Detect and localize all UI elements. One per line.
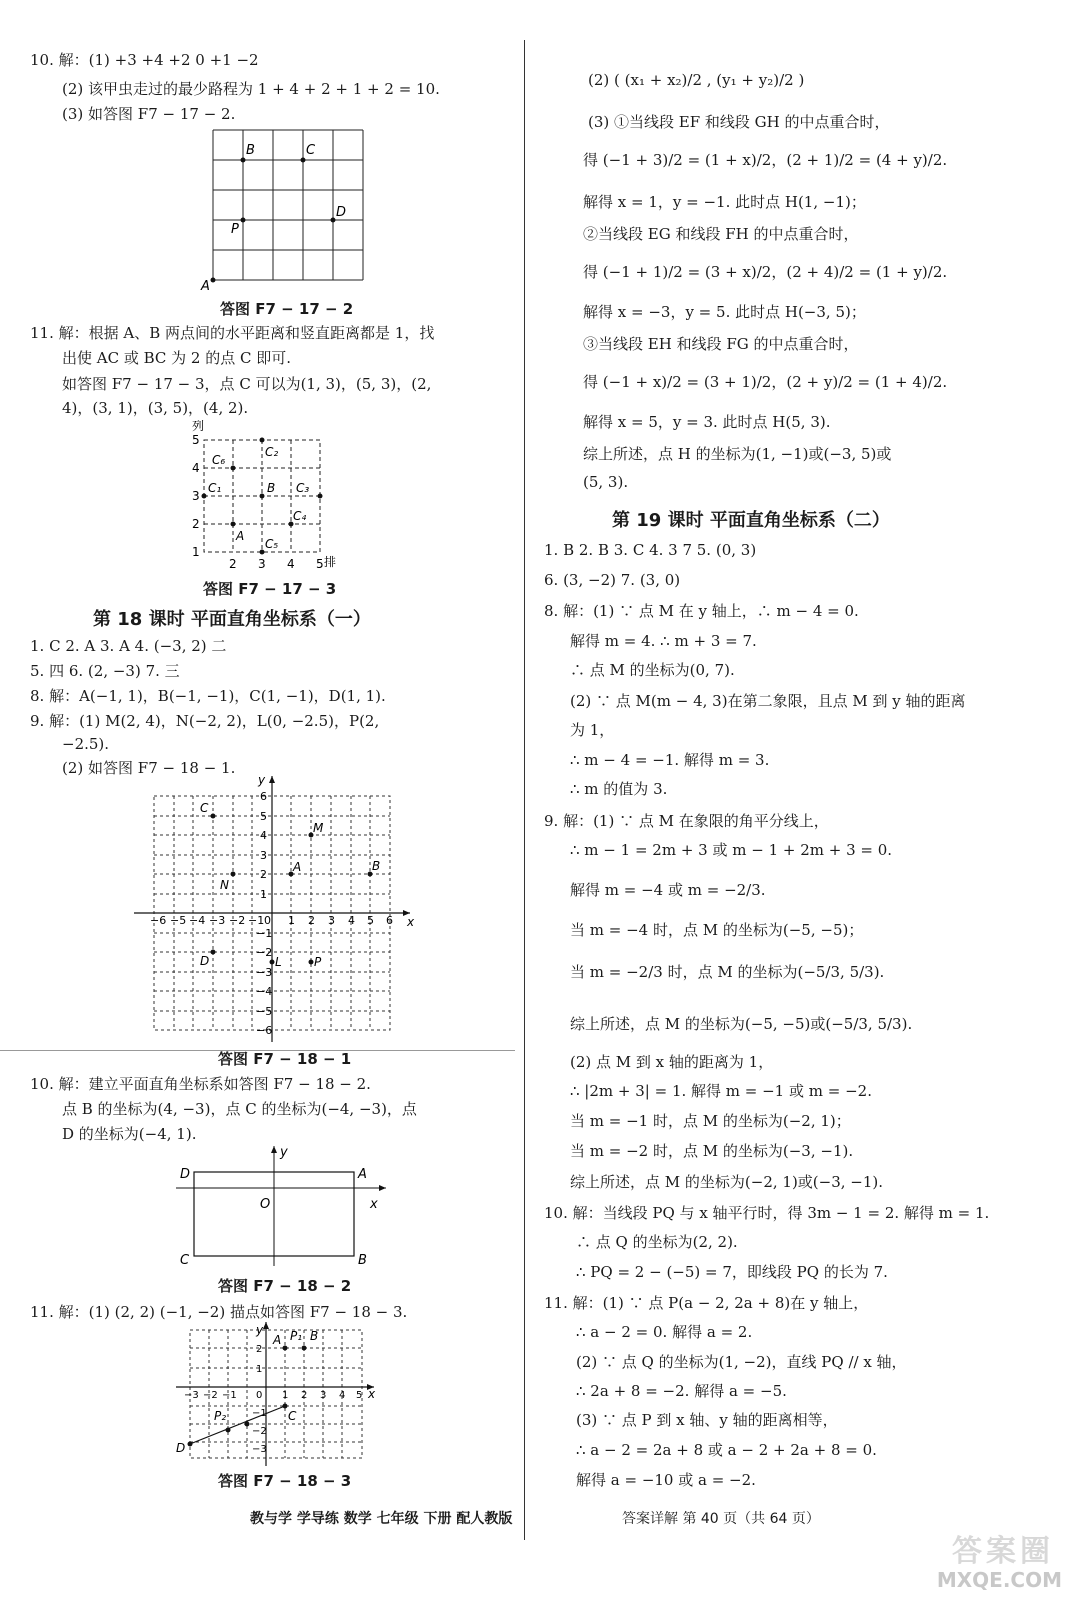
svg-text:2: 2 [192,517,200,531]
r-part3d: ②当线段 EG 和线段 FH 的中点重合时， [583,225,859,243]
q11-line2: 出使 AC 或 BC 为 2 的点 C 即可. [62,349,292,367]
s18-a10b: 点 B 的坐标为(4, −3)，点 C 的坐标为(−4, −3)，点 [62,1100,417,1118]
svg-text:−3: −3 [252,1444,267,1455]
s19-a8f: ∴ m − 4 = −1. 解得 m = 3. [570,751,770,769]
svg-text:B: B [310,1329,319,1343]
svg-text:5: 5 [367,914,374,927]
svg-text:P₂: P₂ [214,1409,227,1423]
label-p: P [231,222,239,237]
column-divider [524,40,525,1540]
label-c: C [306,143,316,158]
s19-a11g: 解得 a = −10 或 a = −2. [576,1471,756,1489]
svg-text:3: 3 [258,557,266,571]
s18-a9a: 9. 解：(1) M(2, 4)，N(−2, 2)，L(0, −2.5)，P(2, [30,712,380,730]
svg-text:C₃: C₃ [296,481,310,495]
point-c [301,158,306,163]
s19-a8b: 解得 m = 4. ∴ m + 3 = 7. [570,632,757,650]
s19-a8g: ∴ m 的值为 3. [570,780,668,798]
svg-text:3: 3 [260,849,267,862]
footer-book-info: 教与学 学导练 数学 七年级 下册 配人教版 [250,1511,513,1527]
svg-text:4: 4 [287,557,295,571]
s18-a9b: −2.5). [62,735,110,753]
svg-text:B: B [372,859,381,873]
r-part3b: 得 (−1 + 3)/2 = (1 + x)/2，(2 + 1)/2 = (4 + y)/2. [583,151,948,169]
s18-a10a: 10. 解：建立平面直角坐标系如答图 F7 − 18 − 2. [30,1075,371,1093]
s19-a9d: 当 m = −4 时，点 M 的坐标为(−5, −5)； [570,921,864,939]
svg-text:D: D [176,1441,186,1455]
q11-line4: 4)，(3, 1)，(3, 5)，(4, 2). [62,399,249,417]
r-part3f: 解得 x = −3，y = 5. 此时点 H(−3, 5)； [583,303,866,321]
s19-a1: 1. B 2. B 3. C 4. 3 7 5. (0, 3) [544,541,757,559]
r-part2: (2) ( (x₁ + x₂)/2 , (y₁ + y₂)/2 ) [588,71,805,89]
svg-text:4: 4 [260,829,267,842]
s18-a11: 11. 解：(1) (2, 2) (−1, −2) 描点如答图 F7 − 18 − 3. [30,1303,408,1321]
svg-text:1: 1 [282,1390,289,1401]
svg-text:x: x [407,915,415,929]
point-d [331,218,336,223]
r-part3e: 得 (−1 + 1)/2 = (3 + x)/2，(2 + 4)/2 = (1 + y)/2. [583,263,948,281]
svg-text:−1: −1 [222,1390,237,1401]
svg-text:2: 2 [229,557,237,571]
s19-a9k: 综上所述，点 M 的坐标为(−2, 1)或(−3, −1). [570,1173,884,1191]
svg-text:C: C [180,1253,190,1268]
svg-text:B: B [358,1253,367,1268]
svg-text:−6: −6 [150,914,167,927]
svg-text:2: 2 [308,914,315,927]
svg-text:C₂: C₂ [265,445,279,459]
svg-text:P: P [314,955,322,969]
svg-text:D: D [180,1167,191,1182]
svg-text:−2: −2 [256,946,273,959]
svg-text:x: x [370,1197,378,1212]
s19-a10c: ∴ PQ = 2 − (−5) = 7，即线段 PQ 的长为 7. [576,1263,888,1281]
watermark-logo: 答案圈 [952,1534,1054,1569]
svg-text:−1: −1 [256,927,273,940]
svg-text:A: A [273,1333,282,1347]
caption-f7-18-1: 答图 F7 − 18 − 1 [218,1050,352,1068]
svg-text:3: 3 [328,914,335,927]
svg-text:−5: −5 [170,914,187,927]
s19-a11f: ∴ a − 2 = 2a + 8 或 a − 2 + 2a + 8 = 0. [576,1441,877,1459]
s19-a8e: 为 1， [570,721,615,739]
svg-text:−1: −1 [248,914,265,927]
svg-text:0: 0 [264,914,271,927]
figure-f7-17-2 [195,126,375,296]
s19-a9h: ∴ |2m + 3| = 1. 解得 m = −1 或 m = −2. [570,1082,872,1100]
s19-a9e: 当 m = −2/3 时，点 M 的坐标为(−5/3, 5/3). [570,963,885,981]
svg-text:0: 0 [256,1390,263,1401]
s19-a8c: ∴ 点 M 的坐标为(0, 7). [570,661,735,679]
s19-a8a: 8. 解：(1) ∵ 点 M 在 y 轴上，∴ m − 4 = 0. [544,602,859,620]
s18-a8: 8. 解：A(−1, 1)，B(−1, −1)，C(1, −1)，D(1, 1). [30,687,386,705]
svg-text:−2: −2 [203,1390,218,1401]
r-part3g: ③当线段 EH 和线段 FG 的中点重合时， [583,335,859,353]
caption-f7-17-3: 答图 F7 − 17 − 3 [203,580,337,598]
figure-f7-18-1 [130,772,420,1050]
svg-text:A: A [293,860,302,874]
s19-a9i: 当 m = −1 时，点 M 的坐标为(−2, 1)； [570,1112,851,1130]
s19-a9f: 综上所述，点 M 的坐标为(−5, −5)或(−5/3, 5/3). [570,1015,913,1033]
svg-text:−3: −3 [184,1390,199,1401]
r-part3h: 得 (−1 + x)/2 = (3 + 1)/2，(2 + y)/2 = (1 + 4)/2. [583,373,948,391]
figure-f7-18-2 [172,1142,392,1270]
s18-a1: 1. C 2. A 3. A 4. (−3, 2) 二 [30,637,227,655]
s19-a11c: (2) ∵ 点 Q 的坐标为(1, −2)，直线 PQ // x 轴， [576,1353,907,1371]
caption-f7-18-2: 答图 F7 − 18 − 2 [218,1277,352,1295]
svg-text:6: 6 [260,790,267,803]
svg-text:y: y [280,1145,288,1160]
svg-text:2: 2 [256,1344,263,1355]
svg-text:−2: −2 [229,914,246,927]
svg-text:−3: −3 [256,966,273,979]
s19-a9b: ∴ m − 1 = 2m + 3 或 m − 1 + 2m + 3 = 0. [570,841,893,859]
svg-text:3: 3 [320,1390,327,1401]
svg-text:1: 1 [288,914,295,927]
svg-text:−4: −4 [189,914,206,927]
point-a [211,278,216,283]
svg-text:5: 5 [192,433,200,447]
s19-a11e: (3) ∵ 点 P 到 x 轴、y 轴的距离相等， [576,1411,838,1429]
svg-text:C₆: C₆ [212,453,226,467]
svg-text:C₅: C₅ [265,537,279,551]
svg-text:4: 4 [192,461,200,475]
r-part3i: 解得 x = 5，y = 3. 此时点 H(5, 3). [583,413,831,431]
s18-a2: 5. 四 6. (2, −3) 7. 三 [30,662,180,680]
r-part3a: (3) ①当线段 EF 和线段 GH 的中点重合时， [588,113,890,131]
svg-text:3: 3 [192,489,200,503]
r-part3c: 解得 x = 1，y = −1. 此时点 H(1, −1)； [583,193,866,211]
svg-text:C: C [288,1409,297,1423]
s19-a9c: 解得 m = −4 或 m = −2/3. [570,881,766,899]
svg-text:C₄: C₄ [293,509,307,523]
svg-text:y: y [258,773,266,787]
caption-f7-18-3: 答图 F7 − 18 − 3 [218,1472,352,1490]
label-d: D [336,205,347,220]
s19-a11b: ∴ a − 2 = 0. 解得 a = 2. [576,1323,753,1341]
point-b [241,158,246,163]
s18-a9c: (2) 如答图 F7 − 18 − 1. [62,759,236,777]
svg-text:6: 6 [386,914,393,927]
r-part3k: (5, 3). [583,473,629,491]
s19-a11d: ∴ 2a + 8 = −2. 解得 a = −5. [576,1382,787,1400]
svg-text:−1: −1 [252,1408,267,1419]
watermark-text: MXQE.COM [936,1568,1062,1592]
svg-text:2: 2 [301,1390,308,1401]
svg-text:5: 5 [316,557,324,571]
s19-a2: 6. (3, −2) 7. (3, 0) [544,571,681,589]
svg-text:−6: −6 [256,1024,273,1037]
s19-a10a: 10. 解：当线段 PQ 与 x 轴平行时，得 3m − 1 = 2. 解得 m = 1. [544,1204,990,1222]
svg-text:4: 4 [339,1390,346,1401]
s19-a8d: (2) ∵ 点 M(m − 4, 3)在第二象限，且点 M 到 y 轴的距离 [570,692,966,710]
svg-text:M: M [313,821,324,835]
s19-a10b: ∴ 点 Q 的坐标为(2, 2). [576,1233,738,1251]
svg-text:A: A [236,529,245,543]
svg-text:L: L [275,955,282,969]
svg-text:x: x [368,1387,376,1401]
point-p [241,218,246,223]
svg-text:1: 1 [256,1364,263,1375]
svg-text:N: N [220,878,229,892]
svg-text:P₁: P₁ [290,1329,303,1343]
section-19-title: 第 19 课时 平面直角坐标系（二） [612,510,890,531]
caption-f7-17-2: 答图 F7 − 17 − 2 [220,300,354,318]
svg-text:O: O [260,1197,271,1212]
s19-a11a: 11. 解：(1) ∵ 点 P(a − 2, 2a + 8)在 y 轴上， [544,1294,869,1312]
col-label: 列 [192,419,205,433]
q11-line3: 如答图 F7 − 17 − 3，点 C 可以为(1, 3)，(5, 3)，(2, [62,375,432,393]
q10-line2: (2) 该甲虫走过的最少路程为 1 + 4 + 2 + 1 + 2 = 10. [62,80,440,98]
s18-a10c: D 的坐标为(−4, 1). [62,1125,197,1143]
footer-page-info: 答案详解 第 40 页（共 64 页） [622,1511,820,1527]
s19-a9a: 9. 解：(1) ∵ 点 M 在象限的角平分线上， [544,812,829,830]
svg-text:−2: −2 [252,1426,267,1437]
svg-text:2: 2 [260,868,267,881]
svg-text:5: 5 [260,810,267,823]
q11-line1: 11. 解：根据 A、B 两点间的水平距离和竖直距离都是 1，找 [30,324,435,342]
svg-text:−5: −5 [256,1005,273,1018]
q10-line1: 10. 解：(1) +3 +4 +2 0 +1 −2 [30,51,259,69]
figure-f7-17-3 [178,416,348,576]
svg-text:y: y [256,1323,264,1337]
svg-text:1: 1 [260,888,267,901]
svg-text:D: D [200,954,210,968]
svg-text:C₁: C₁ [208,481,222,495]
svg-text:C: C [200,801,209,815]
row-label: 排 [324,555,337,569]
figure-f7-18-3 [170,1320,380,1470]
label-a: A [201,279,210,294]
s19-a9j: 当 m = −2 时，点 M 的坐标为(−3, −1). [570,1142,854,1160]
svg-text:4: 4 [348,914,355,927]
svg-text:1: 1 [192,545,200,559]
svg-text:−3: −3 [209,914,226,927]
section-18-title: 第 18 课时 平面直角坐标系（一） [93,609,371,630]
s19-a9g: (2) 点 M 到 x 轴的距离为 1， [570,1053,774,1071]
r-part3j: 综上所述，点 H 的坐标为(1, −1)或(−3, 5)或 [583,445,892,463]
svg-text:5: 5 [356,1390,363,1401]
svg-text:−4: −4 [256,985,273,998]
label-b: B [246,143,255,158]
svg-text:A: A [358,1167,367,1182]
q10-line3: (3) 如答图 F7 − 17 − 2. [62,105,236,123]
svg-text:B: B [267,481,276,495]
